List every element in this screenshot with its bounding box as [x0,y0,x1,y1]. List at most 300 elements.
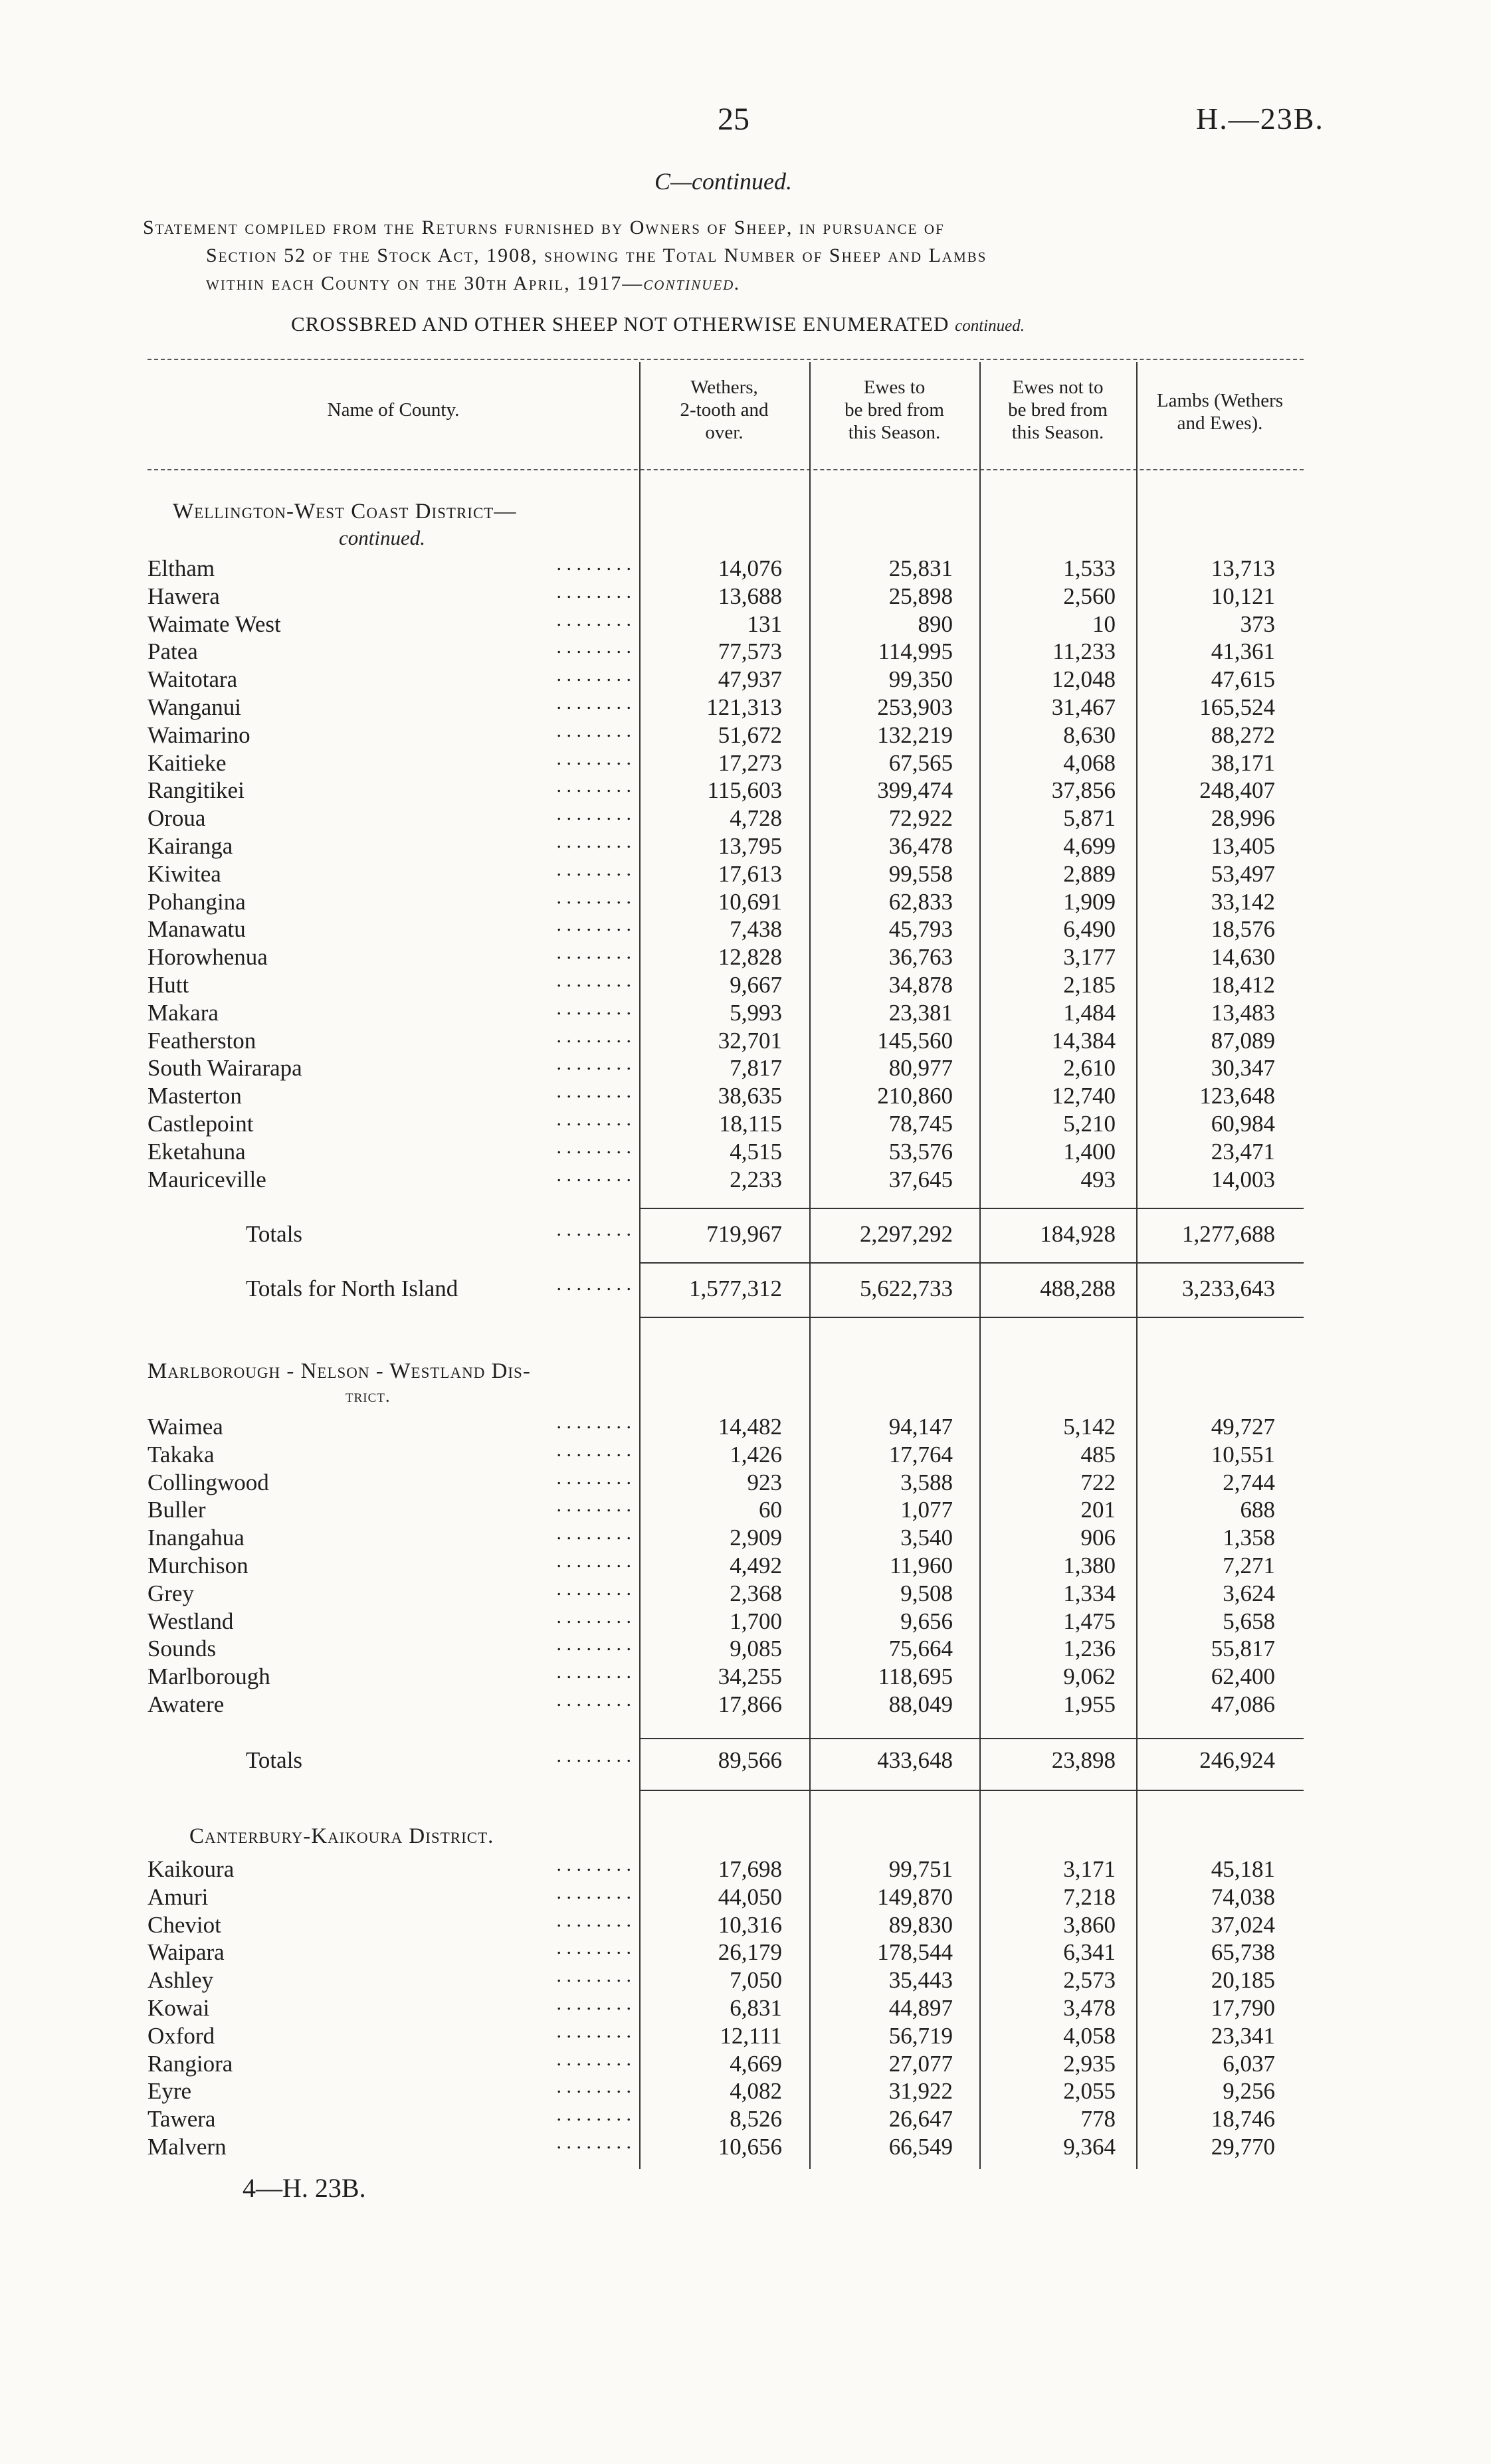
cell-value: 89,566 [718,1747,782,1773]
cell-value: 399,474 [877,777,953,804]
cell-value: 2,233 [730,1166,782,1192]
subtitle-continued: continued. [955,317,1025,335]
table-row [0,1881,1491,1912]
cell-value: 210,860 [877,1083,953,1109]
cell-value: 13,795 [718,833,782,859]
cell-value: 1,277,688 [1182,1221,1275,1247]
cell-value: 36,478 [888,833,953,859]
cell-value: 47,615 [1211,666,1275,693]
cell-value: 56,719 [888,2022,953,2049]
cell-value: 1,700 [730,1608,782,1634]
cell-value: 2,889 [1063,860,1116,887]
table-row [0,1052,1491,1083]
footer-code: 4—H. 23B. [243,2173,366,2203]
cell-value: 9,085 [730,1636,782,1662]
cell-value: 178,544 [877,1939,953,1966]
dot-leader: . . . . . . . . [556,719,631,741]
cell-value: 7,438 [730,916,782,943]
cell-value: 51,672 [718,721,782,748]
cell-value: 5,142 [1063,1414,1116,1440]
cell-value: 165,524 [1199,694,1275,720]
dot-leader: . . . . . . . . [556,1633,631,1656]
cell-value: 31,922 [888,2078,953,2105]
county-name: Kaikoura [148,1856,235,1882]
cell-value: 60,984 [1211,1111,1275,1137]
cell-value: 6,037 [1223,2050,1275,2077]
dot-leader: . . . . . . . . [556,1577,631,1600]
section-title-canterbury: Canterbury-Kaikoura District. [189,1824,494,1848]
cell-value: 1,484 [1063,999,1116,1026]
cell-value: 80,977 [888,1055,953,1082]
cell-value: 31,467 [1051,694,1116,720]
dot-leader: . . . . . . . . [556,1466,631,1489]
cell-value: 1,426 [730,1441,782,1468]
cell-value: 7,050 [730,1967,782,1994]
dot-leader: . . . . . . . . [556,1052,631,1075]
dot-leader: . . . . . . . . [556,2047,631,2070]
cell-value: 23,341 [1211,2022,1275,2049]
cell-value: 2,573 [1063,1967,1116,1994]
cell-value: 9,667 [730,972,782,998]
cell-value: 99,350 [888,666,953,693]
table-row [0,805,1491,833]
cell-value: 35,443 [888,1967,953,1994]
cell-value: 41,361 [1211,638,1275,665]
cell-value: 65,738 [1211,1939,1275,1966]
table-row [0,555,1491,583]
dot-leader: . . . . . . . . [556,1080,631,1103]
table-row [0,1633,1491,1663]
cell-value: 4,058 [1063,2022,1116,2049]
totals-rule-marlborough [639,1738,1304,1739]
cell-value: 2,744 [1223,1469,1275,1495]
table-row [0,666,1491,694]
cell-value: 3,624 [1223,1580,1275,1606]
totals-rule-marlborough-bottom [639,1790,1304,1791]
cell-value: 89,830 [888,1911,953,1938]
cell-value: 4,082 [730,2078,782,2105]
table-row [0,1577,1491,1608]
cell-value: 5,871 [1063,805,1116,832]
cell-value: 4,492 [730,1553,782,1578]
table-row [0,1411,1491,1442]
cell-value: 44,050 [718,1883,782,1910]
cell-value: 8,526 [730,2106,782,2132]
county-name: Totals [246,1747,303,1773]
cell-value: 12,048 [1051,666,1116,693]
table-row [0,1550,1491,1580]
cell-value: 12,111 [720,2022,782,2049]
cell-value: 60 [759,1497,782,1523]
cell-value: 53,576 [888,1138,953,1165]
dot-leader: . . . . . . . . [556,2103,631,2126]
county-name: Grey [148,1580,194,1606]
table-row [0,1939,1491,1967]
cell-value: 10,691 [718,888,782,915]
county-name: Tawera [148,2106,216,2132]
table-row [0,580,1491,611]
table-row [0,969,1491,1000]
cell-value: 123,648 [1199,1083,1275,1109]
table-row [0,1605,1491,1636]
cell-value: 9,256 [1223,2078,1275,2105]
dot-leader: . . . . . . . . [556,1992,631,2014]
county-name: Eyre [148,2078,192,2105]
county-name: Waitotara [148,666,238,693]
county-name: Collingwood [148,1469,269,1495]
dot-leader: . . . . . . . . [556,1853,631,1875]
county-name: South Wairarapa [148,1055,302,1082]
county-name: Ashley [148,1967,214,1994]
dot-leader: . . . . . . . . [556,2075,631,2098]
table-row [0,913,1491,944]
subtitle-text: CROSSBRED AND OTHER SHEEP NOT OTHERWISE ENUMERATED [291,312,949,335]
cell-value: 74,038 [1211,1883,1275,1910]
county-name: Amuri [148,1883,209,1910]
dot-leader: . . . . . . . . [556,913,631,936]
cell-value: 45,181 [1211,1856,1275,1882]
cell-value: 488,288 [1040,1276,1116,1301]
table-row [0,830,1491,861]
cell-value: 27,077 [888,2050,953,2077]
cell-value: 17,273 [718,749,782,776]
dot-leader: . . . . . . . . [556,1909,631,1931]
cell-value: 14,630 [1211,944,1275,971]
county-name: Westland [148,1608,234,1634]
header-wethers-line1: Wethers, [690,377,758,398]
dot-leader: . . . . . . . . [556,1881,631,1903]
header-county: Name of County. [327,399,460,421]
cell-value: 890 [918,611,953,637]
cell-value: 2,055 [1063,2078,1116,2105]
table-row [0,1438,1491,1469]
header-wethers-line3: over. [705,422,744,443]
county-name: Kowai [148,1995,210,2021]
dot-leader: . . . . . . . . [556,2131,631,2153]
dot-leader: . . . . . . . . [556,1108,631,1130]
cell-value: 87,089 [1211,1027,1275,1054]
cell-value: 29,770 [1211,2134,1275,2160]
cell-value: 88,049 [888,1691,953,1717]
statement-line-2: Section 52 of the Stock Act, 1908, showing the Total Number of Sheep and Lambs [206,244,987,266]
cell-value: 3,177 [1063,944,1116,971]
county-name: Hawera [148,583,220,609]
cell-value: 10 [1092,611,1116,637]
table-row [0,638,1491,666]
dot-leader: . . . . . . . . [556,692,631,713]
cell-value: 18,115 [719,1111,782,1137]
cell-value: 1,955 [1063,1691,1116,1717]
section-title-wellington: Wellington-West Coast District— [173,500,517,523]
header-wethers [639,376,809,444]
cell-value: 11,960 [890,1553,953,1578]
cell-value: 2,909 [730,1525,782,1551]
table-row [0,1466,1491,1497]
cell-value: 1,334 [1063,1580,1116,1606]
dot-leader: . . . . . . . . [556,803,631,825]
cell-value: 17,764 [888,1441,953,1468]
cell-value: 688 [1240,1497,1275,1523]
cell-value: 6,490 [1063,916,1116,943]
cell-value: 13,483 [1211,999,1275,1026]
cell-value: 18,746 [1211,2106,1275,2132]
cell-value: 7,271 [1223,1553,1275,1578]
cell-value: 433,648 [877,1747,953,1773]
county-name: Pohangina [148,888,246,915]
table-row [0,1747,1491,1775]
cell-value: 373 [1240,611,1275,637]
cell-value: 12,828 [718,944,782,971]
cell-value: 47,086 [1211,1691,1275,1717]
cell-value: 17,790 [1211,1995,1275,2021]
table-row [0,1080,1491,1111]
cell-value: 25,831 [888,555,953,581]
county-name: Cheviot [148,1911,221,1938]
dot-leader: . . . . . . . . [556,1411,631,1433]
cell-value: 38,171 [1211,749,1275,776]
cell-value: 253,903 [877,694,953,720]
dot-leader: . . . . . . . . [556,664,631,686]
cell-value: 88,272 [1211,721,1275,748]
county-name: Murchison [148,1553,248,1578]
header-lambs-line1: Lambs (Wethers [1156,390,1284,411]
header-ewes-bred-line2: be bred from [845,399,944,421]
dot-leader: . . . . . . . . [556,996,631,1019]
cell-value: 3,588 [900,1469,953,1495]
cell-value: 10,316 [718,1911,782,1938]
cell-value: 2,368 [730,1580,782,1606]
cell-value: 34,255 [718,1663,782,1690]
cell-value: 99,558 [888,860,953,887]
county-name: Oroua [148,805,206,832]
cell-value: 2,560 [1063,583,1116,609]
cell-value: 485 [1080,1441,1116,1468]
cell-value: 53,497 [1211,860,1275,887]
cell-value: 7,817 [730,1055,782,1082]
cell-value: 2,610 [1063,1055,1116,1082]
header-ewes-not-line3: this Season. [1011,422,1104,443]
dot-leader: . . . . . . . . [556,1273,631,1295]
dot-leader: . . . . . . . . [556,1024,631,1047]
dot-leader: . . . . . . . . [556,1218,631,1240]
cell-value: 77,573 [718,638,782,665]
north-island-rule-bottom [639,1317,1304,1318]
section-title-marlborough: Marlborough - Nelson - Westland Dis- [148,1359,531,1383]
cell-value: 37,024 [1211,1911,1275,1938]
cell-value: 4,068 [1063,749,1116,776]
cell-value: 28,996 [1211,805,1275,832]
county-name: Manawatu [148,916,246,943]
cell-value: 9,062 [1063,1663,1116,1690]
cell-value: 36,763 [888,944,953,971]
cell-value: 13,713 [1211,555,1275,581]
table-row [0,2075,1491,2106]
cell-value: 5,210 [1063,1111,1116,1137]
cell-value: 78,745 [888,1111,953,1137]
cell-value: 10,656 [718,2134,782,2160]
cell-value: 3,478 [1063,1995,1116,2021]
county-name: Rangiora [148,2050,233,2077]
cell-value: 62,400 [1211,1663,1275,1690]
county-name: Eltham [148,555,215,581]
cell-value: 13,688 [718,583,782,609]
county-name: Marlborough [148,1663,270,1690]
county-name: Totals [246,1221,303,1247]
dot-leader: . . . . . . . . [556,1964,631,1987]
dot-leader: . . . . . . . . [556,2020,631,2042]
cell-value: 13,405 [1211,833,1275,859]
table-row [0,608,1491,639]
cell-value: 201 [1080,1497,1116,1523]
dot-leader: . . . . . . . . [556,775,631,797]
table-row [0,1691,1491,1719]
county-name: Waipara [148,1939,225,1966]
county-name: Mauriceville [148,1166,266,1192]
county-name: Eketahuna [148,1138,246,1165]
table-row [0,1494,1491,1525]
cell-value: 66,549 [888,2134,953,2160]
cell-value: 14,003 [1211,1166,1275,1192]
dot-leader: . . . . . . . . [556,1605,631,1628]
dot-leader: . . . . . . . . [556,941,631,964]
cell-value: 17,866 [718,1691,782,1717]
dot-leader: . . . . . . . . [556,1745,631,1766]
totals-rule-wellington [639,1208,1304,1209]
cell-value: 23,898 [1051,1747,1116,1773]
cell-value: 37,856 [1051,777,1116,804]
county-name: Kaitieke [148,749,227,776]
header-lambs-line2: and Ewes). [1177,413,1263,434]
cell-value: 246,924 [1199,1747,1275,1773]
cell-value: 2,297,292 [860,1221,953,1247]
cell-value: 115,603 [707,777,782,804]
table-row [0,1522,1491,1553]
table-row [0,719,1491,750]
county-name: Makara [148,999,219,1026]
cell-value: 72,922 [888,805,953,832]
statement-continued: continued. [643,272,741,294]
cell-value: 47,937 [718,666,782,693]
cell-value: 14,482 [718,1414,782,1440]
dot-leader: . . . . . . . . [556,886,631,908]
header-bottom-rule [148,469,1304,470]
table-row [0,1163,1491,1194]
dot-leader: . . . . . . . . [556,1522,631,1545]
county-name: Awatere [148,1691,225,1717]
cell-value: 3,233,643 [1182,1276,1275,1301]
header-lambs [1136,389,1304,434]
header-ewes-bred [809,376,979,444]
cell-value: 1,077 [900,1497,953,1523]
cell-value: 778 [1080,2106,1116,2132]
cell-value: 9,508 [900,1580,953,1606]
cell-value: 38,635 [718,1083,782,1109]
dot-leader: . . . . . . . . [556,1494,631,1517]
cell-value: 20,185 [1211,1967,1275,1994]
table-row [0,747,1491,778]
cell-value: 118,695 [878,1663,953,1690]
dot-leader: . . . . . . . . [556,1135,631,1158]
dot-leader: . . . . . . . . [556,858,631,880]
page-number: 25 [718,102,749,137]
cell-value: 14,076 [718,555,782,581]
county-name: Malvern [148,2134,227,2160]
continued-heading: C—continued. [654,168,792,195]
cell-value: 4,515 [730,1138,782,1165]
cell-value: 7,218 [1063,1883,1116,1910]
cell-value: 33,142 [1211,888,1275,915]
cell-value: 34,878 [888,972,953,998]
table-row [0,1024,1491,1056]
cell-value: 99,751 [888,1856,953,1882]
cell-value: 32,701 [718,1027,782,1054]
cell-value: 23,471 [1211,1138,1275,1165]
table-row [0,1964,1491,1995]
cell-value: 75,664 [888,1636,953,1662]
cell-value: 55,817 [1211,1636,1275,1662]
header-ewes-bred-line1: Ewes to [863,377,926,398]
table-row [0,1218,1491,1249]
cell-value: 30,347 [1211,1055,1275,1082]
cell-value: 149,870 [877,1883,953,1910]
cell-value: 1,909 [1063,888,1116,915]
statement-line-1: Statement compiled from the Returns furnished by Owners of Sheep, in pursuance of [143,217,945,238]
county-name: Totals for North Island [246,1276,458,1301]
cell-value: 6,831 [730,1995,782,2021]
county-name: Waimate West [148,611,281,637]
dot-leader: . . . . . . . . [556,747,631,769]
section-title-marlborough-2: trict. [346,1386,391,1406]
cell-value: 5,622,733 [860,1276,953,1301]
cell-value: 1,400 [1063,1138,1116,1165]
table-row [0,2020,1491,2051]
cell-value: 94,147 [888,1414,953,1440]
county-name: Hutt [148,972,189,998]
dot-leader: . . . . . . . . [556,969,631,991]
county-name: Masterton [148,1083,242,1109]
table-row [0,2047,1491,2079]
county-name: Rangitikei [148,777,245,804]
cell-value: 1,577,312 [689,1276,782,1301]
cell-value: 4,699 [1063,833,1116,859]
county-name: Sounds [148,1636,217,1662]
table-row [0,886,1491,917]
table-row [0,1853,1491,1884]
table-row [0,1909,1491,1940]
county-name: Patea [148,638,198,665]
table-row [0,1108,1491,1139]
county-name: Takaka [148,1441,215,1468]
header-ewes-not-line2: be bred from [1008,399,1108,421]
dot-leader: . . . . . . . . [556,580,631,603]
cell-value: 5,658 [1223,1608,1275,1634]
table-row [0,941,1491,972]
county-name: Castlepoint [148,1111,254,1137]
table-row [0,777,1491,805]
table-top-rule [148,359,1304,360]
cell-value: 11,233 [1052,638,1116,665]
cell-value: 1,358 [1223,1525,1275,1551]
cell-value: 10,551 [1211,1441,1275,1468]
dot-leader: . . . . . . . . [556,1661,631,1683]
county-name: Kairanga [148,833,233,859]
cell-value: 5,993 [730,999,782,1026]
cell-value: 3,171 [1063,1856,1116,1882]
cell-value: 17,698 [718,1856,782,1882]
cell-value: 1,236 [1063,1636,1116,1662]
section-subtitle-wellington: continued. [339,526,425,549]
header-wethers-line2: 2-tooth and [680,399,769,421]
